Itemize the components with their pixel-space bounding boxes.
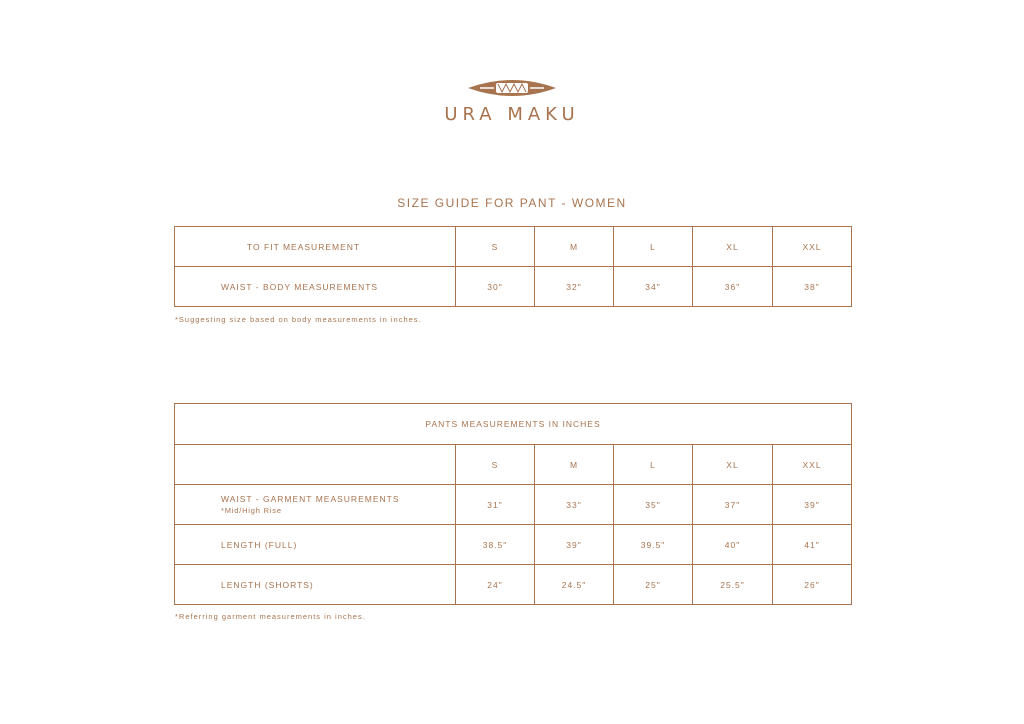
size-header: XL [693, 227, 773, 267]
table-cell: 26" [773, 565, 852, 605]
table-cell: 38.5" [456, 525, 535, 565]
size-header: L [614, 227, 693, 267]
canoe-icon [466, 76, 558, 100]
table-cell: 32" [535, 267, 614, 307]
table-title-row [175, 404, 852, 445]
table-header-row [175, 445, 852, 485]
table-cell: 38" [773, 267, 852, 307]
table-row [175, 267, 852, 307]
size-header: XL [693, 445, 773, 485]
table-cell: 34" [614, 267, 693, 307]
garment-table-title: PANTS MEASUREMENTS IN INCHES [175, 404, 852, 445]
row-label: WAIST - BODY MEASUREMENTS [175, 267, 456, 307]
table-cell: 25.5" [693, 565, 773, 605]
brand-logo [0, 76, 1024, 125]
row-sublabel: *Mid/High Rise [221, 506, 282, 515]
table-cell: 36" [693, 267, 773, 307]
size-header: M [535, 445, 614, 485]
table-cell: 24.5" [535, 565, 614, 605]
size-header: S [456, 227, 535, 267]
table-header-row [175, 227, 852, 267]
table-cell: 30" [456, 267, 535, 307]
table-row [175, 565, 852, 605]
row-label: LENGTH (FULL) [175, 525, 456, 565]
table-cell: 39.5" [614, 525, 693, 565]
table-cell: 41" [773, 525, 852, 565]
empty-header-cell [175, 445, 456, 485]
row-label-text: WAIST - GARMENT MEASUREMENTS [221, 494, 400, 504]
size-header: S [456, 445, 535, 485]
row-label [175, 485, 456, 525]
size-header: XXL [773, 445, 852, 485]
table-cell: 39" [773, 485, 852, 525]
size-header: M [535, 227, 614, 267]
size-header: L [614, 445, 693, 485]
table-cell: 39" [535, 525, 614, 565]
table-cell: 35" [614, 485, 693, 525]
table-row [175, 525, 852, 565]
table-cell: 37" [693, 485, 773, 525]
size-header: XXL [773, 227, 852, 267]
table-row [175, 485, 852, 525]
page-title: SIZE GUIDE FOR PANT - WOMEN [397, 196, 627, 210]
row-label: LENGTH (SHORTS) [175, 565, 456, 605]
garment-size-table [174, 403, 852, 605]
table-cell: 24" [456, 565, 535, 605]
body-table-note: *Suggesting size based on body measurements in inches. [175, 315, 422, 324]
brand-name: URA MAKU [444, 104, 580, 125]
table-cell: 33" [535, 485, 614, 525]
garment-table-note: *Referring garment measurements in inches. [175, 612, 366, 621]
header-label: TO FIT MEASUREMENT [175, 227, 456, 267]
table-cell: 40" [693, 525, 773, 565]
table-cell: 31" [456, 485, 535, 525]
body-size-table [174, 226, 852, 307]
table-cell: 25" [614, 565, 693, 605]
